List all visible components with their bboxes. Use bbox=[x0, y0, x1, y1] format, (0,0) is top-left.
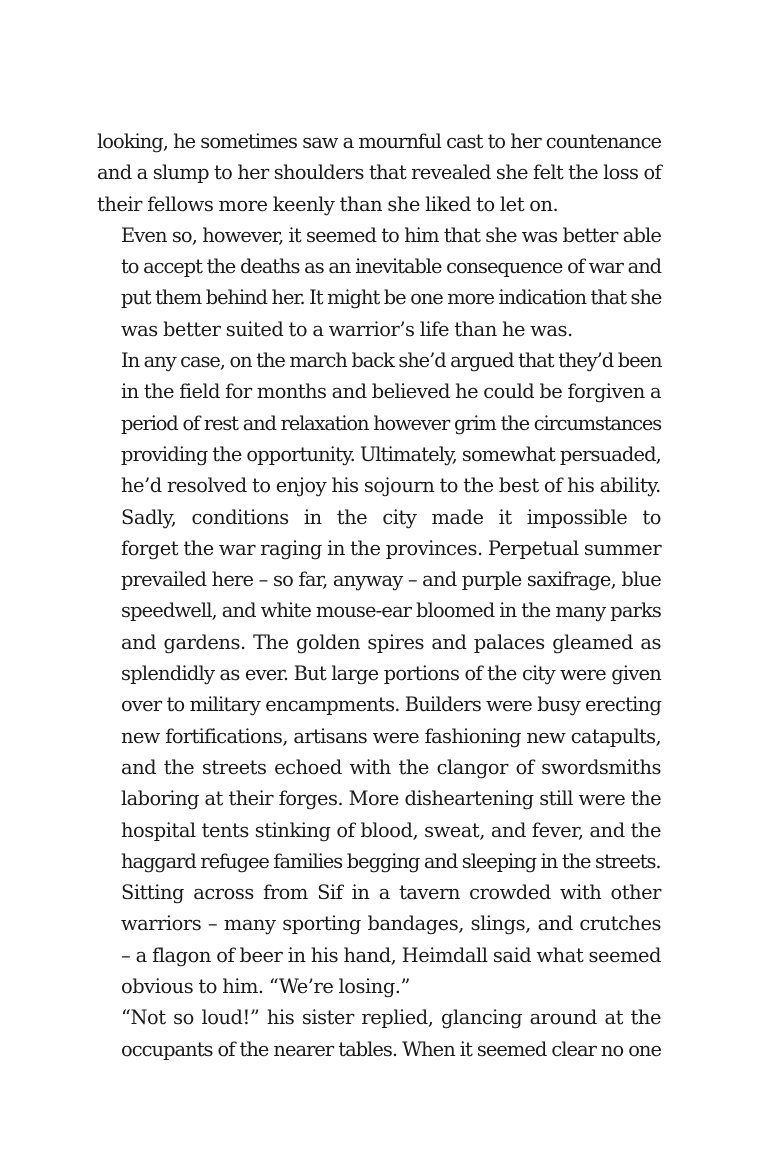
text-line: and gardens. The golden spires and palaces gleamed as bbox=[121, 630, 661, 654]
text-line: splendidly as ever. But large portions of the city were given bbox=[121, 662, 661, 686]
text-line: In any case, on the march back she’d argued that they’d been bbox=[121, 349, 662, 373]
text-line: haggard refugee families begging and sleeping in the streets. bbox=[121, 849, 661, 873]
text-line: obvious to him. “We’re losing.” bbox=[121, 975, 410, 999]
text-line: over to military encampments. Builders were busy erecting bbox=[121, 693, 661, 717]
text-line: – a flagon of beer in his hand, Heimdall said what seemed bbox=[121, 943, 661, 967]
text-line: “Not so loud!” his sister replied, glancing around at the bbox=[121, 1006, 661, 1030]
paragraph-6 bbox=[97, 1002, 661, 1065]
text-line: occupants of the nearer tables. When it seemed clear no one bbox=[121, 1037, 661, 1061]
text-line: and the streets echoed with the clangor of swordsmiths bbox=[121, 755, 661, 779]
text-line: looking, he sometimes saw a mournful cast to her countenance bbox=[97, 130, 661, 153]
paragraph-2 bbox=[97, 220, 661, 345]
text-line: their fellows more keenly than she liked to let on. bbox=[97, 192, 559, 216]
text-line: and a slump to her shoulders that revealed she felt the loss of bbox=[97, 161, 661, 185]
paragraph-1 bbox=[97, 126, 661, 220]
text-line: he’d resolved to enjoy his sojourn to the best of his ability. bbox=[121, 474, 661, 498]
text-line: warriors – many sporting bandages, slings, and crutches bbox=[121, 912, 661, 936]
paragraph-3 bbox=[97, 345, 661, 501]
text-line: put them behind her. It might be one more indication that she bbox=[121, 286, 662, 310]
text-line: forget the war raging in the provinces. Perpetual summer bbox=[121, 536, 662, 560]
text-line: to accept the deaths as an inevitable consequence of war and bbox=[121, 255, 661, 279]
text-line: providing the opportunity. Ultimately, somewhat persuaded, bbox=[121, 442, 661, 466]
paragraph-5 bbox=[97, 877, 661, 1002]
body-text bbox=[97, 126, 661, 1065]
text-line: in the field for months and believed he could be forgiven a bbox=[121, 380, 661, 404]
text-line: Even so, however, it seemed to him that she was better able bbox=[121, 223, 661, 247]
paragraph-4 bbox=[97, 502, 661, 878]
text-line: prevailed here – so far, anyway – and purple saxifrage, blue bbox=[121, 568, 661, 592]
text-line: was better suited to a warrior’s life than he was. bbox=[121, 317, 573, 341]
text-line: period of rest and relaxation however grim the circumstances bbox=[121, 411, 661, 435]
text-line: hospital tents stinking of blood, sweat, and fever, and the bbox=[121, 818, 661, 842]
text-line: new fortifications, artisans were fashioning new catapults, bbox=[121, 724, 661, 748]
text-line: Sitting across from Sif in a tavern crowded with other bbox=[121, 881, 661, 905]
text-line: laboring at their forges. More disheartening still were the bbox=[121, 787, 661, 811]
text-line: speedwell, and white mouse-ear bloomed in the many parks bbox=[121, 599, 661, 623]
text-line: Sadly, conditions in the city made it impossible to bbox=[121, 505, 661, 529]
